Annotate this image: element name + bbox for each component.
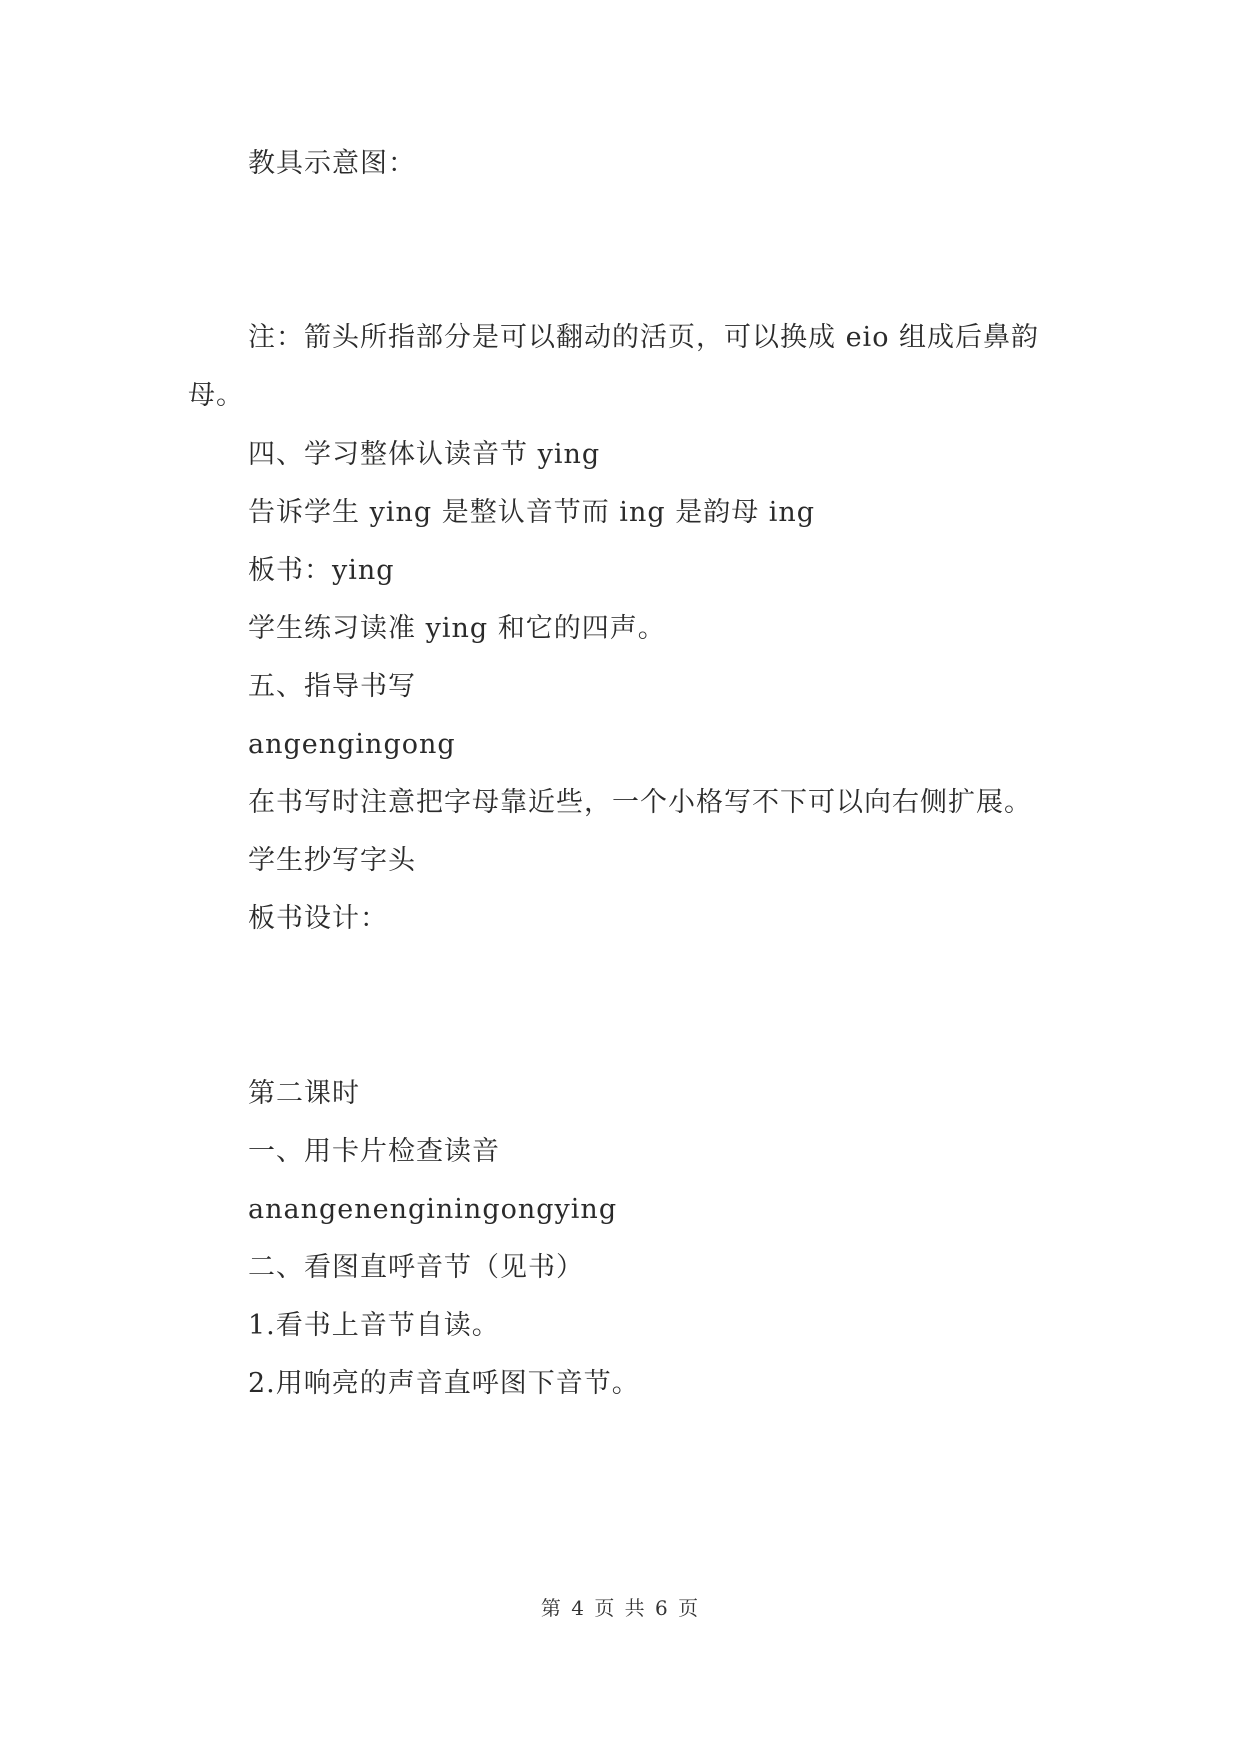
section-5-title: 五、指导书写 (248, 671, 416, 702)
diagram-caption: 教具示意图： (248, 148, 416, 179)
practice-ying: 学生练习读准 ying 和它的四声。 (248, 613, 666, 644)
lesson-2-item-2: 2.用响亮的声音直呼图下音节。 (248, 1368, 640, 1399)
lesson-2-cards: anangenenginingongying (248, 1194, 618, 1225)
section-4-title: 四、学习整体认读音节 ying (248, 439, 601, 470)
board-ying: 板书：ying (248, 555, 395, 586)
writing-tip: 在书写时注意把字母靠近些，一个小格写不下可以向右侧扩展。 (248, 787, 1032, 818)
page-footer: 第 4 页 共 6 页 (540, 1596, 701, 1620)
lesson-2-item-1: 1.看书上音节自读。 (248, 1310, 500, 1341)
board-design: 板书设计： (248, 903, 388, 934)
note-line-2: 母。 (188, 380, 244, 411)
letters-write: angengingong (248, 729, 456, 760)
lesson-2-step-2: 二、看图直呼音节（见书） (248, 1252, 584, 1283)
lesson-2-title: 第二课时 (248, 1078, 360, 1109)
lesson-2-step-1: 一、用卡片检查读音 (248, 1136, 500, 1167)
note-line-1: 注：箭头所指部分是可以翻动的活页，可以换成 eio 组成后鼻韵 (248, 322, 1040, 353)
copy-letters: 学生抄写字头 (248, 845, 416, 876)
section-4-text: 告诉学生 ying 是整认音节而 ing 是韵母 ing (248, 497, 816, 528)
